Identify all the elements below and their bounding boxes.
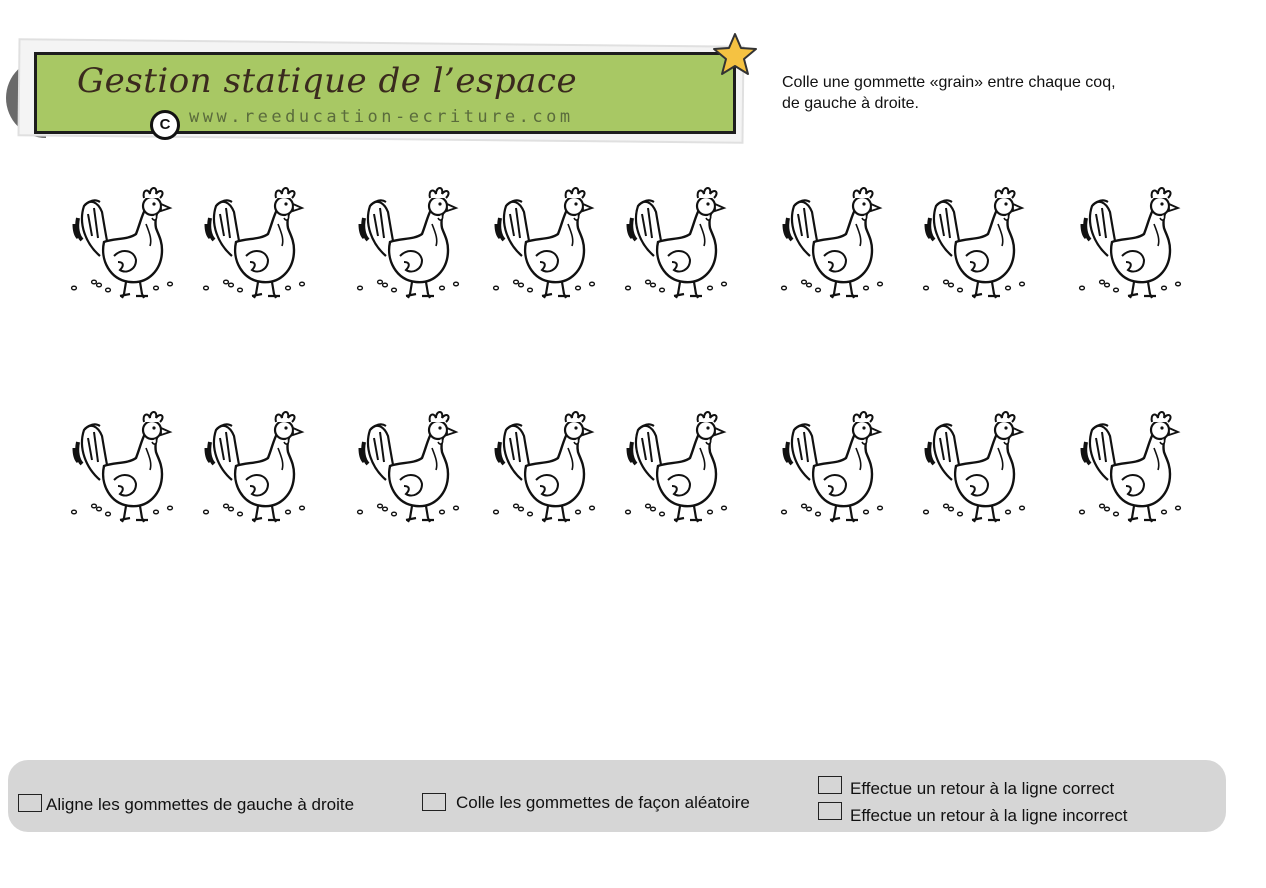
label-random: Colle les gommettes de façon aléatoire — [456, 793, 750, 812]
rooster-icon — [776, 408, 888, 528]
rooster-icon — [352, 408, 464, 528]
rooster-icon — [488, 184, 600, 304]
page-title: Gestion statique de l’espace — [77, 61, 578, 101]
rooster-icon — [918, 184, 1030, 304]
rooster-icon — [1074, 184, 1186, 304]
header-banner — [0, 30, 770, 150]
label-return-incorrect: Effectue un retour à la ligne incorrect — [850, 806, 1128, 825]
rooster-icon — [66, 408, 178, 528]
instruction-text — [782, 72, 1116, 114]
rooster-icon — [776, 184, 888, 304]
checkbox-return-correct[interactable] — [818, 776, 842, 794]
rooster-icon — [352, 184, 464, 304]
rooster-icon — [620, 408, 732, 528]
label-left-to-right: Aligne les gommettes de gauche à droite — [46, 795, 355, 814]
instruction-line-2: de gauche à droite. — [782, 95, 919, 112]
checkbox-random[interactable] — [422, 793, 446, 811]
rooster-icon — [66, 184, 178, 304]
rooster-icon — [198, 408, 310, 528]
rooster-icon — [488, 408, 600, 528]
rooster-icon — [198, 184, 310, 304]
rooster-icon — [918, 408, 1030, 528]
rooster-icon — [1074, 408, 1186, 528]
checkbox-left-to-right[interactable] — [18, 794, 42, 812]
copyright-icon: C — [150, 110, 180, 140]
evaluation-bar — [8, 760, 1226, 832]
label-return-correct: Effectue un retour à la ligne correct — [850, 779, 1115, 798]
star-icon — [712, 32, 758, 76]
instruction-line-1: Colle une gommette «grain» entre chaque coq, — [782, 74, 1116, 91]
rooster-icon — [620, 184, 732, 304]
banner-green-panel — [34, 52, 736, 134]
checkbox-return-incorrect[interactable] — [818, 802, 842, 820]
site-url: www.reeducation-ecriture.com — [189, 107, 574, 127]
